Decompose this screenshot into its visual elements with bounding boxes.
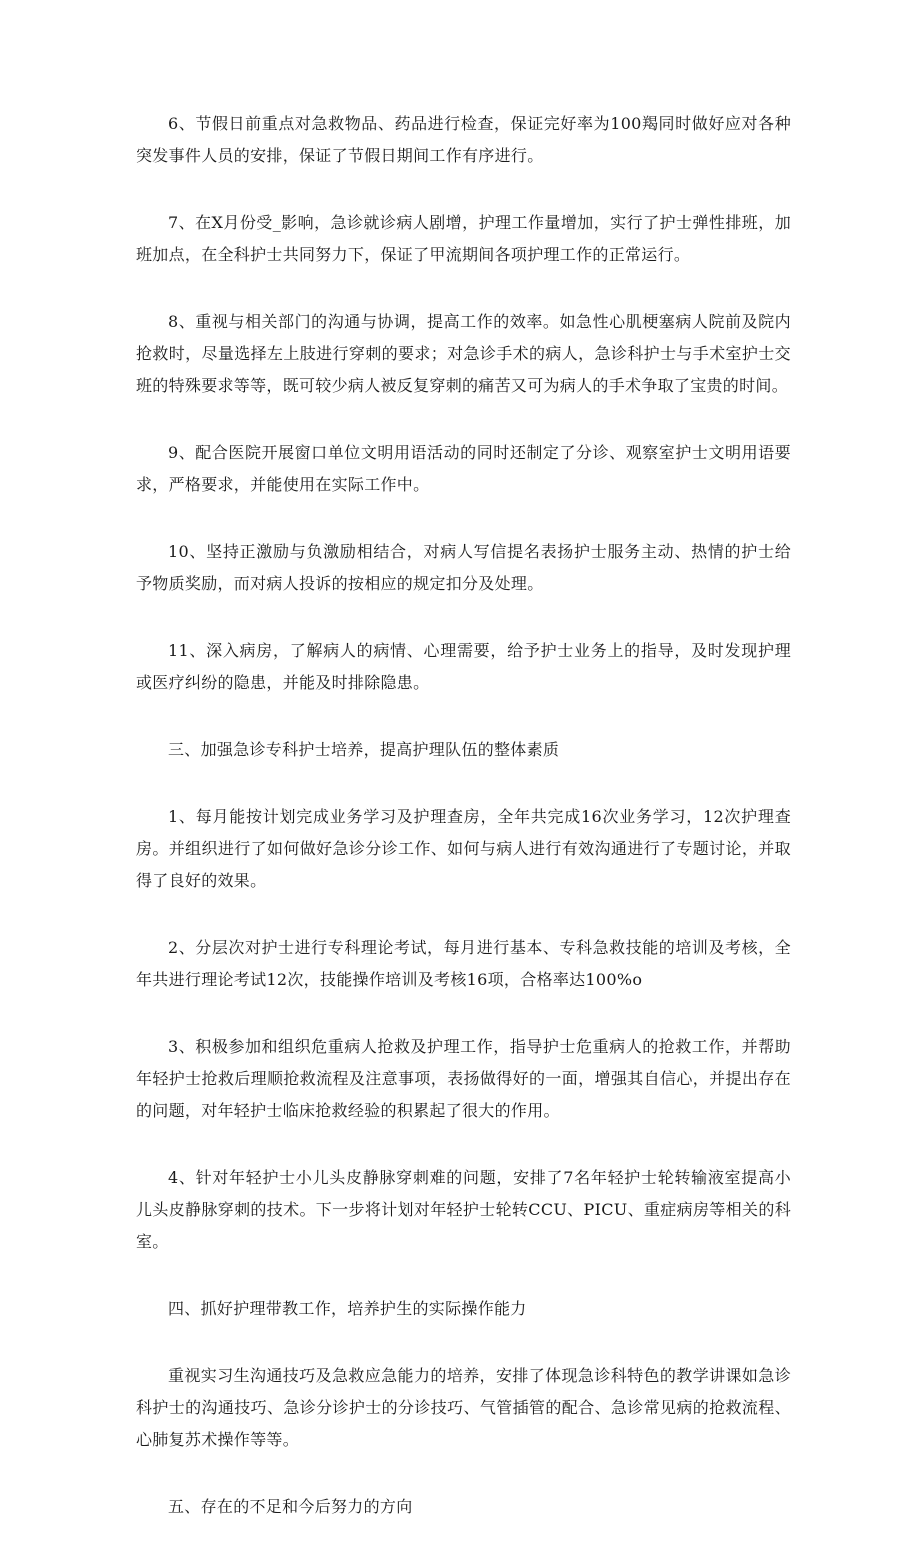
section-heading-5: 五、存在的不足和今后努力的方向 <box>168 1497 413 1516</box>
paragraph-teaching: 重视实习生沟通技巧及急救应急能力的培养，安排了体现急诊科特色的教学讲课如急诊科护士的沟通技巧、急诊分诊护士的分诊技巧、气管插管的配合、急诊常见病的抢救流程、心肺复苏术操作等等。 <box>136 1366 791 1449</box>
paragraph-item-10: 10、坚持正激励与负激励相结合，对病人写信提名表扬护士服务主动、热情的护士给予物质奖励，而对病人投诉的按相应的规定扣分及处理。 <box>136 542 791 593</box>
section-heading-4: 四、抓好护理带教工作，培养护生的实际操作能力 <box>168 1299 527 1318</box>
paragraph-item-11: 11、深入病房，了解病人的病情、心理需要，给予护士业务上的指导，及时发现护理或医疗纠纷的隐患，并能及时排除隐患。 <box>136 641 791 692</box>
paragraph-item-8: 8、重视与相关部门的沟通与协调，提高工作的效率。如急性心肌梗塞病人院前及院内抢救时，尽量选择左上肢进行穿刺的要求；对急诊手术的病人，急诊科护士与手术室护士交班的特殊要求等等，既可较少病人被反复穿刺的痛苦又可为病人的手术争取了宝贵的时间。 <box>136 312 791 395</box>
paragraph-item-s3-2: 2、分层次对护士进行专科理论考试，每月进行基本、专科急救技能的培训及考核，全年共进行理论考试12次，技能操作培训及考核16项，合格率达100%o <box>136 938 791 989</box>
paragraph-item-9: 9、配合医院开展窗口单位文明用语活动的同时还制定了分诊、观察室护士文明用语要求，严格要求，并能使用在实际工作中。 <box>136 443 791 494</box>
paragraph-item-s3-3: 3、积极参加和组织危重病人抢救及护理工作，指导护士危重病人的抢救工作，并帮助年轻护士抢救后理顺抢救流程及注意事项，表扬做得好的一面，增强其自信心，并提出存在的问题，对年轻护士临床抢救经验的积累起了很大的作用。 <box>136 1037 791 1120</box>
section-heading-3: 三、加强急诊专科护士培养，提高护理队伍的整体素质 <box>168 740 560 759</box>
paragraph-item-s3-1: 1、每月能按计划完成业务学习及护理查房，全年共完成16次业务学习，12次护理查房。并组织进行了如何做好急诊分诊工作、如何与病人进行有效沟通进行了专题讨论，并取得了良好的效果。 <box>136 807 791 890</box>
paragraph-item-7: 7、在X月份受_影响，急诊就诊病人剧增，护理工作量增加，实行了护士弹性排班，加班加点，在全科护士共同努力下，保证了甲流期间各项护理工作的正常运行。 <box>136 213 791 264</box>
paragraph-item-s3-4: 4、针对年轻护士小儿头皮静脉穿刺难的问题，安排了7名年轻护士轮转输液室提高小儿头皮静脉穿刺的技术。下一步将计划对年轻护士轮转CCU、PICU、重症病房等相关的科室。 <box>136 1168 791 1251</box>
paragraph-item-6: 6、节假日前重点对急救物品、药品进行检查，保证完好率为100羯同时做好应对各种突发事件人员的安排，保证了节假日期间工作有序进行。 <box>136 114 791 165</box>
document-body <box>136 108 791 1558</box>
